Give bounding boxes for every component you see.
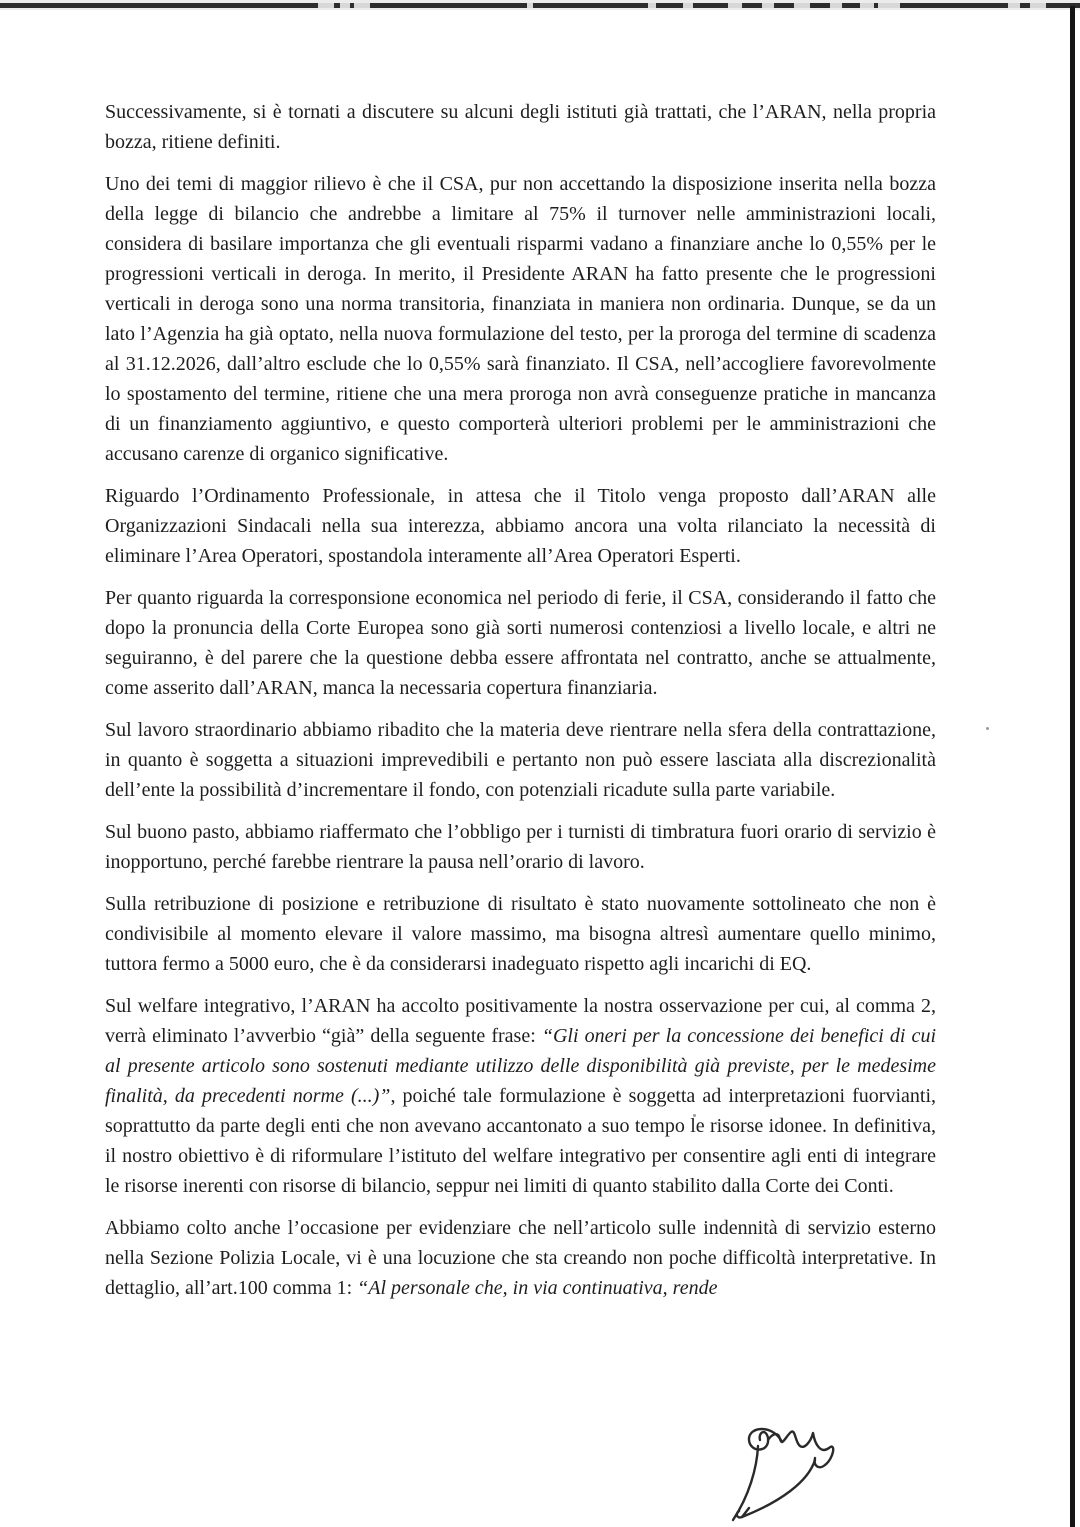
paragraph-9 xyxy=(105,1213,936,1303)
paragraph-3 xyxy=(105,481,936,571)
paragraph-1 xyxy=(105,97,936,157)
paragraph-7 xyxy=(105,889,936,979)
text-run: Sul buono pasto, abbiamo riaffermato che l’obbligo per i turnisti di timbratura fuori orario di servizio è inopportuno, perché farebbe rientrare la pausa nell’orario di lavoro. xyxy=(105,821,936,873)
scan-edge-top xyxy=(0,0,1080,10)
paragraph-5 xyxy=(105,715,936,805)
text-run: Abbiamo colto anche l’occasione per evidenziare che nell’articolo sulle indennità di servizio esterno nella Sezione Polizia Locale, vi è una locuzione che sta creando non poche difficoltà interpretative. In dettaglio, all’art.100 comma 1: xyxy=(105,1217,936,1299)
scan-speck xyxy=(986,727,989,730)
paragraph-6 xyxy=(105,817,936,877)
paragraph-2 xyxy=(105,169,936,469)
text-run: Riguardo l’Ordinamento Professionale, in attesa che il Titolo venga proposto dall’ARAN alle Organizzazioni Sindacali nella sua interezza, abbiamo ancora una volta rilanciato la necessità di eliminare l’Area Operatori, spostandola interamente all’Area Operatori Esperti. xyxy=(105,485,936,567)
paragraph-4 xyxy=(105,583,936,703)
text-run-italic-quote: “Al personale che, in via continuativa, rende xyxy=(357,1277,718,1299)
scan-edge-top-bar xyxy=(0,3,1080,8)
text-run: , poiché tale formulazione è soggetta ad interpretazioni fuorvianti, soprattutto da parte degli enti che non avevano accantonato a suo tempo le risorse idonee. In definitiva, il nostro obiettivo è di riformulare l’istituto del welfare integrativo per consentire agli enti di integrare le risorse inerenti con risorse di bilancio, seppur nei limiti di quanto stabilito dalla Corte dei Conti. xyxy=(105,1085,936,1197)
text-run: Uno dei temi di maggior rilievo è che il CSA, pur non accettando la disposizione inserita nella bozza della legge di bilancio che andrebbe a limitare al 75% il turnover nelle amministrazioni locali, considera di basilare importanza che gli eventuali risparmi vadano a finanziare anche lo 0,55% per le progressioni verticali in deroga. In merito, il Presidente ARAN ha fatto presente che le progressioni verticali in deroga sono una norma transitoria, finanziata in maniera non ordinaria. Dunque, se da un lato l’Agenzia ha già optato, nella nuova formulazione del testo, per la proroga del termine di scadenza al 31.12.2026, dall’altro esclude che lo 0,55% sarà finanziato. Il CSA, nell’accogliere favorevolmente lo spostamento del termine, ritiene che una mera proroga non avrà conseguenze pratiche in mancanza di un finanziamento aggiuntivo, e questo comporterà ulteriori problemi per le amministrazioni che accusano carenze di organico significative. xyxy=(105,173,936,465)
text-run: Sulla retribuzione di posizione e retribuzione di risultato è stato nuovamente sottolineato che non è condivisibile al momento elevare il valore massimo, ma bisogna altresì aumentare quello minimo, tuttora fermo a 5000 euro, che è da considerarsi inadeguato rispetto agli incarichi di EQ. xyxy=(105,893,936,975)
text-run-italic-quote: “Gli oneri per la concessione dei benefici di cui al presente articolo sono sostenuti mediante utilizzo delle disponibilità già previste, per le medesime finalità, da precedenti norme (...)” xyxy=(105,1025,936,1107)
paragraph-8 xyxy=(105,991,936,1201)
handwritten-signature xyxy=(718,1420,858,1527)
scan-edge-right xyxy=(1070,6,1075,1527)
text-run: Sul welfare integrativo, l’ARAN ha accolto positivamente la nostra osservazione per cui, al comma 2, verrà eliminato l’avverbio “già” della seguente frase: xyxy=(105,995,936,1047)
document-body xyxy=(105,97,936,1303)
text-run: Per quanto riguarda la corresponsione economica nel periodo di ferie, il CSA, considerando il fatto che dopo la pronuncia della Corte Europea sono già sorti numerosi contenziosi a livello locale, e altri ne seguiranno, è del parere che la questione debba essere affrontata nel contratto, anche se attualmente, come asserito dall’ARAN, manca la necessaria copertura finanziaria. xyxy=(105,587,936,699)
signature-strokes xyxy=(718,1420,858,1527)
text-run: Successivamente, si è tornati a discutere su alcuni degli istituti già trattati, che l’ARAN, nella propria bozza, ritiene definiti. xyxy=(105,101,936,153)
text-run: Sul lavoro straordinario abbiamo ribadito che la materia deve rientrare nella sfera della contrattazione, in quanto è soggetta a situazioni imprevedibili e pertanto non può essere lasciata alla discrezionalità dell’ente la possibilità d’incrementare il fondo, con potenziali ricadute sulla parte variabile. xyxy=(105,719,936,801)
